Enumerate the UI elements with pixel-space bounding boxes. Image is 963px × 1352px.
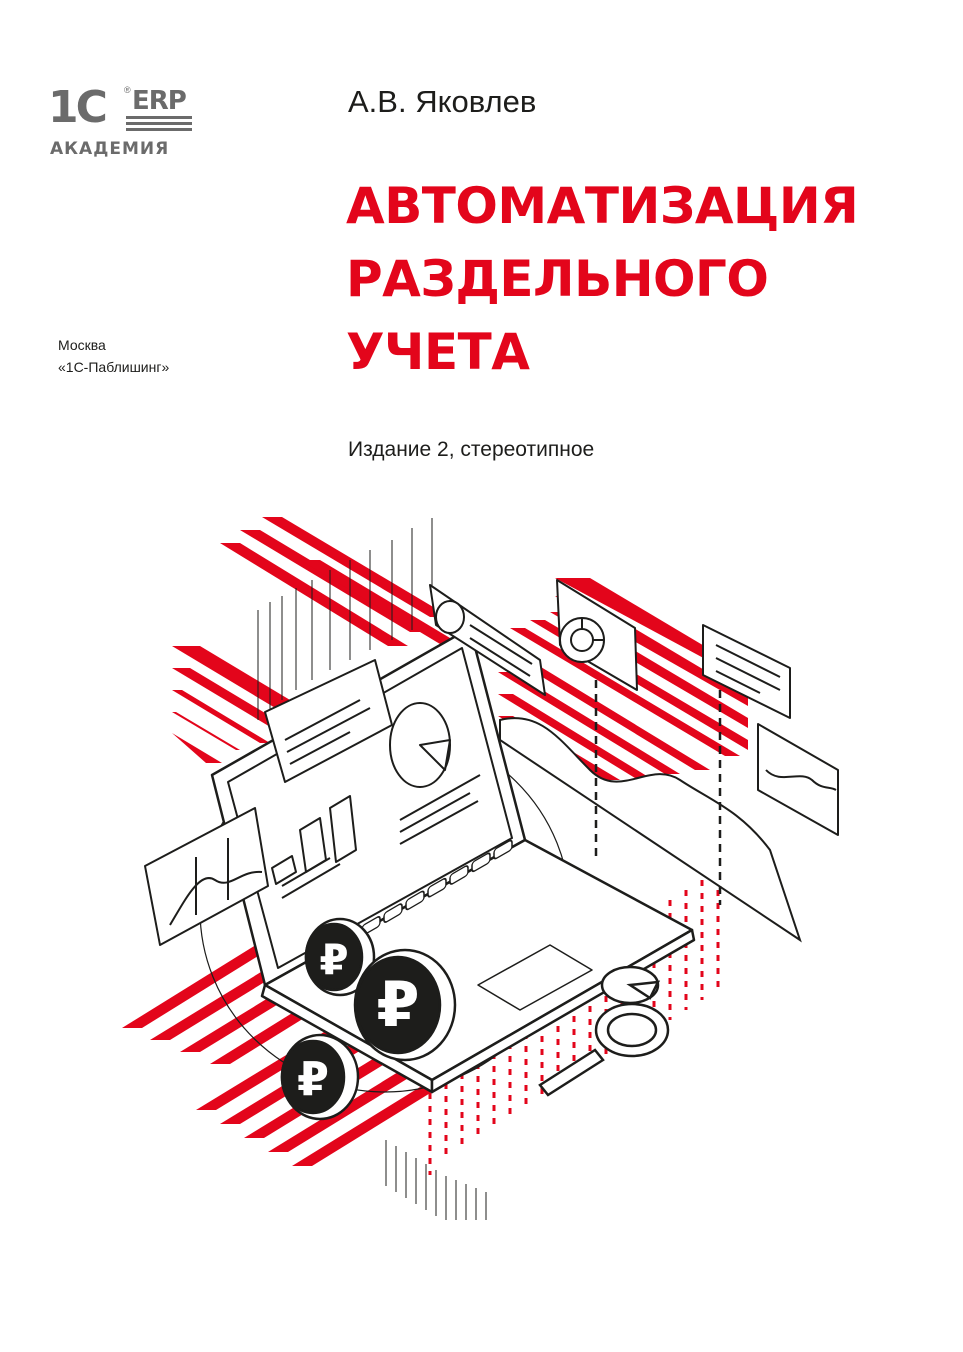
publisher-name: «1С-Паблишинг»: [58, 359, 170, 375]
ruble-coin-bottom: [282, 1035, 358, 1119]
ruble-coin-large: [355, 950, 455, 1060]
author-name: А.В. Яковлев: [348, 84, 537, 119]
ruble-symbol: ₽: [319, 935, 349, 984]
publisher-logo: [48, 82, 194, 160]
floating-card-wave: [758, 724, 838, 835]
title-line-2: РАЗДЕЛЬНОГО: [346, 250, 769, 308]
book-title: [346, 170, 858, 389]
title-line-3: УЧЕТА: [346, 323, 530, 381]
logo-caption: АКАДЕМИЯ: [50, 139, 170, 159]
ruble-symbol: ₽: [376, 968, 420, 1041]
logo-product: ERP: [132, 86, 186, 116]
logo-registered-mark: ®: [124, 85, 131, 95]
ruble-symbol: ₽: [296, 1052, 330, 1106]
title-line-1: АВТОМАТИЗАЦИЯ: [346, 177, 859, 235]
edition-note: Издание 2, стереотипное: [348, 438, 595, 461]
logo-mark: 1C: [48, 82, 105, 133]
cover-illustration: [0, 500, 963, 1220]
logo-stripes: [126, 116, 192, 132]
publication-city: Москва: [58, 337, 106, 353]
